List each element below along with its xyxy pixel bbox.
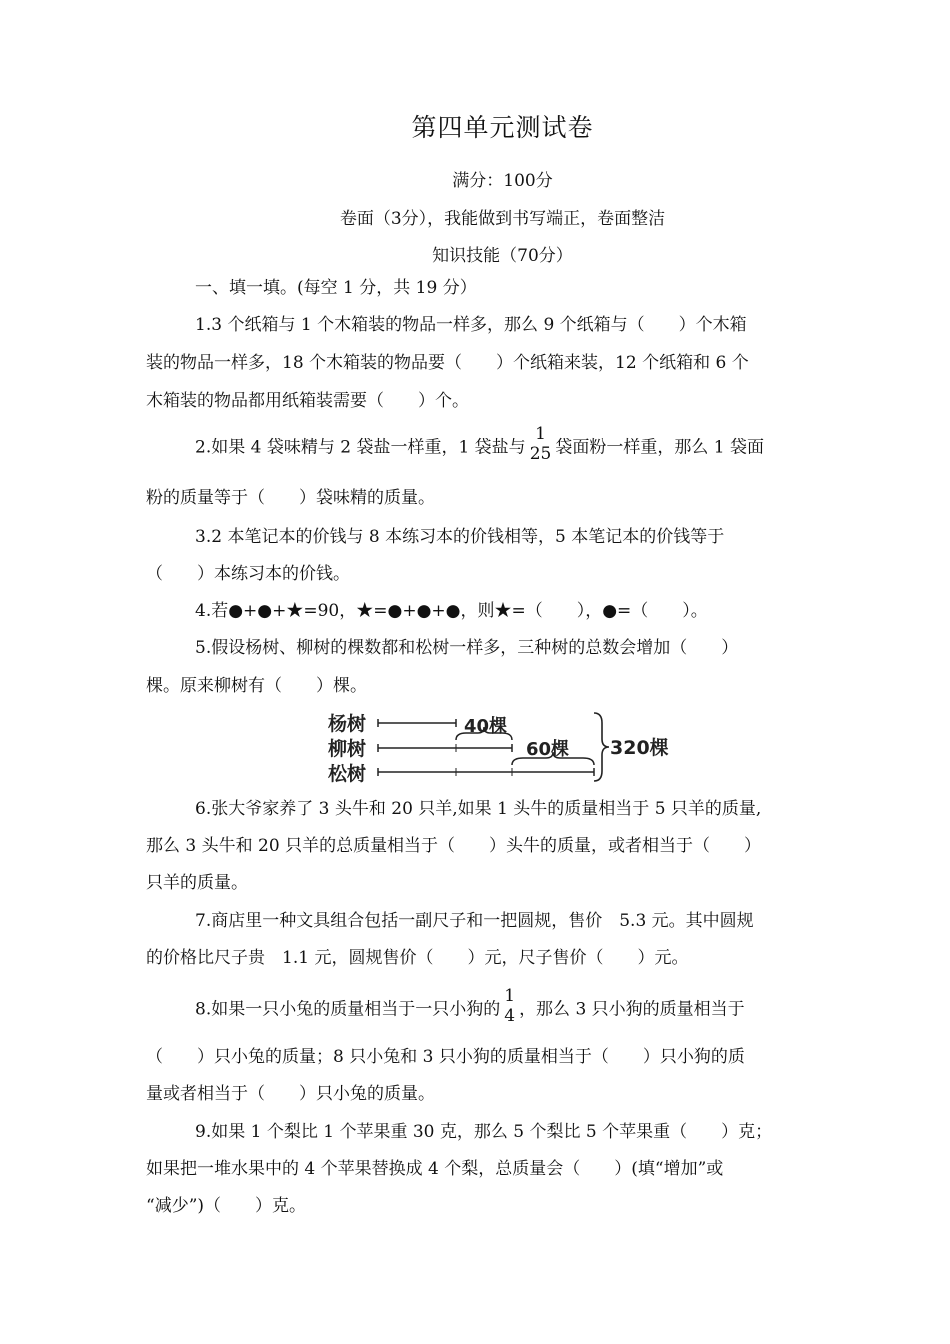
question-text: 粉的质量等于（ ）袋味精的质量。 bbox=[146, 488, 435, 508]
row-label-yang: 杨树 bbox=[328, 713, 367, 735]
fraction-numerator: 1 bbox=[535, 424, 546, 444]
question-text: “减少”)（ ）克。 bbox=[146, 1196, 307, 1216]
tree-count-diagram bbox=[326, 705, 686, 785]
question-text: 如果把一堆水果中的 4 个苹果替换成 4 个梨，总质量会（ ）(填“增加”或 bbox=[146, 1159, 724, 1179]
question-text bbox=[195, 424, 764, 468]
question-text: 6.张大爷家养了 3 头牛和 20 只羊,如果 1 头牛的质量相当于 5 只羊的质量, bbox=[195, 799, 762, 819]
question-text-part: 2.如果 4 袋味精与 2 袋盐一样重，1 袋盐与 bbox=[195, 437, 526, 458]
row-label-liu: 柳树 bbox=[328, 738, 367, 760]
fraction bbox=[504, 986, 515, 1026]
brace-total bbox=[594, 713, 609, 781]
full-score: 满分：100分 bbox=[452, 171, 553, 191]
question-text: 木箱装的物品都用纸箱装需要（ ）个。 bbox=[146, 391, 469, 411]
question-text: （ ）本练习本的价钱。 bbox=[146, 564, 350, 584]
question-text: 装的物品一样多，18 个木箱装的物品要（ ）个纸箱来装，12 个纸箱和 6 个 bbox=[146, 353, 749, 373]
question-text: 9.如果 1 个梨比 1 个苹果重 30 克，那么 5 个梨比 5 个苹果重（ ）克； bbox=[195, 1122, 773, 1142]
question-text: 的价格比尺子贵 1.1 元，圆规售价（ ）元，尺子售价（ ）元。 bbox=[146, 948, 689, 968]
question-text-part: 袋面粉一样重，那么 1 袋面 bbox=[555, 437, 764, 458]
fraction-numerator: 1 bbox=[504, 986, 516, 1006]
question-text-part: ，那么 3 只小狗的质量相当于 bbox=[519, 999, 745, 1020]
neatness-note: 卷面（3分），我能做到书写端正，卷面整洁 bbox=[339, 209, 666, 229]
question-text: 4.若●+●+★=90，★=●+●+●，则★=（ ），●=（ ）。 bbox=[195, 601, 708, 621]
fraction-denominator: 25 bbox=[529, 444, 552, 464]
row-label-song: 松树 bbox=[328, 763, 367, 785]
question-text bbox=[195, 986, 745, 1030]
question-text-part: 8.如果一只小兔的质量相当于一只小狗的 bbox=[195, 999, 501, 1020]
question-text: 7.商店里一种文具组合包括一副尺子和一把圆规，售价 5.3 元。其中圆规 bbox=[195, 911, 754, 931]
label-total: 320棵 bbox=[610, 737, 669, 759]
fraction-denominator: 4 bbox=[504, 1006, 516, 1026]
question-text: 棵。原来柳树有（ ）棵。 bbox=[146, 676, 367, 696]
question-text: 量或者相当于（ ）只小兔的质量。 bbox=[146, 1084, 435, 1104]
question-text: 1.3 个纸箱与 1 个木箱装的物品一样多，那么 9 个纸箱与（ ）个木箱 bbox=[195, 315, 747, 335]
question-text: 3.2 本笔记本的价钱与 8 本练习本的价钱相等，5 本笔记本的价钱等于 bbox=[195, 527, 725, 547]
page-title: 第四单元测试卷 bbox=[411, 113, 594, 142]
section-heading: 知识技能（70分） bbox=[432, 246, 573, 266]
label-40: 40棵 bbox=[464, 716, 508, 737]
fraction bbox=[530, 424, 552, 464]
question-text: 只羊的质量。 bbox=[146, 873, 248, 893]
part1-heading: 一、填一填。(每空 1 分，共 19 分） bbox=[195, 278, 477, 298]
question-text: 5.假设杨树、柳树的棵数都和松树一样多，三种树的总数会增加（ ） bbox=[195, 638, 739, 658]
question-text: 那么 3 头牛和 20 只羊的总质量相当于（ ）头牛的质量，或者相当于（ ） bbox=[146, 836, 762, 856]
label-60: 60棵 bbox=[526, 739, 570, 760]
question-text: （ ）只小兔的质量；8 只小兔和 3 只小狗的质量相当于（ ）只小狗的质 bbox=[146, 1047, 745, 1067]
